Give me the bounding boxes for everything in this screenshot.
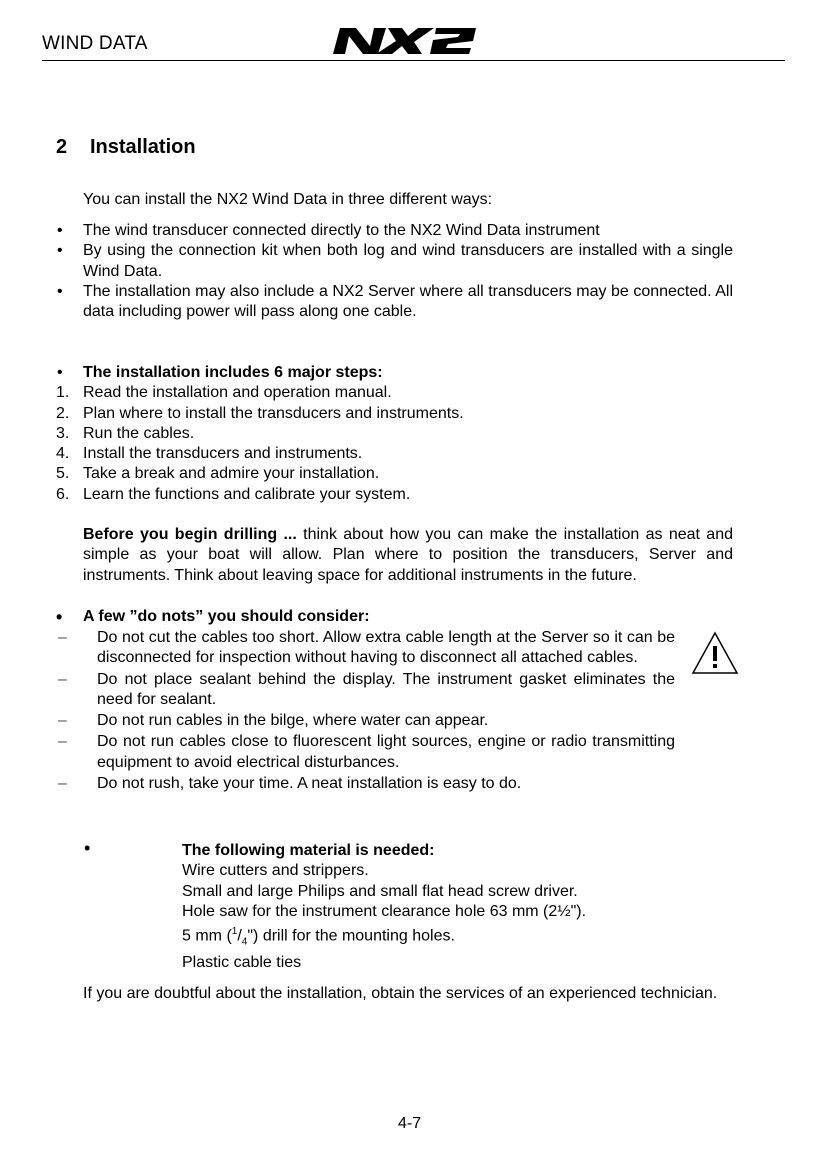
donots-heading	[56, 607, 370, 627]
drill-suffix: ") drill for the mounting holes.	[247, 927, 455, 945]
list-item-text: The installation may also include a NX2 Server where all transducers may be connected. All data including power will pass along one cable.	[83, 282, 733, 321]
fraction-denominator: 4	[241, 936, 248, 948]
step-text: Read the installation and operation manual.	[83, 384, 392, 402]
list-item	[58, 732, 675, 773]
dash-icon: –	[58, 712, 67, 730]
step-text: Install the transducers and instruments.	[83, 445, 363, 463]
install-ways-list	[57, 221, 733, 322]
bullet-icon: •	[56, 607, 63, 627]
list-item-text: Do not run cables in the bilge, where water can appear.	[97, 712, 489, 730]
closing-paragraph: If you are doubtful about the installation, obtain the services of an experienced technician.	[83, 985, 718, 1002]
section-title	[56, 136, 196, 159]
steps-heading	[57, 363, 733, 383]
drill-prefix: 5 mm (	[182, 927, 232, 945]
material-item: 5 mm $(^1/_4")$ drill for the mounting holes.	[182, 926, 455, 948]
step-item	[56, 404, 733, 424]
material-item: Small and large Philips and small flat head screw driver.	[182, 882, 578, 900]
materials-heading: The following material is needed:	[182, 842, 435, 859]
header-title: WIND DATA	[42, 33, 148, 54]
step-item	[56, 383, 733, 403]
fraction-numerator: 1	[231, 926, 238, 938]
list-item-text: Do not place sealant behind the display. The instrument gasket eliminates the need for sealant.	[97, 670, 675, 708]
step-item	[56, 485, 733, 505]
steps-heading-text: The installation includes 6 major steps:	[83, 364, 383, 381]
before-drilling-text: think about how you can make the installation as neat and simple as your boat will allow. Plan where to position the transducers, Server and instruments. Think about leaving space for additional instruments in the future.	[83, 526, 734, 584]
header-rule	[42, 60, 785, 61]
warning-triangle-icon	[690, 630, 740, 676]
dash-icon: –	[58, 733, 67, 751]
dash-icon: –	[58, 670, 67, 688]
material-item: Wire cutters and strippers.	[182, 862, 369, 880]
page-number: 4-7	[398, 1115, 422, 1132]
before-drilling-paragraph	[83, 525, 733, 586]
bullet-icon: •	[57, 242, 63, 260]
step-number: 5.	[56, 465, 70, 483]
list-item	[57, 221, 733, 241]
step-number: 6.	[56, 485, 70, 503]
list-item	[58, 628, 675, 669]
nx2-logo	[330, 22, 478, 60]
step-text: Plan where to install the transducers and instruments.	[83, 404, 464, 422]
donots-heading-text: A few ”do nots” you should consider:	[83, 608, 370, 625]
dash-icon: –	[58, 775, 67, 793]
material-item: Hole saw for the instrument clearance hole 63 mm (2½").	[182, 902, 587, 920]
section-number: 2	[56, 136, 68, 158]
list-item-text: Do not run cables close to fluorescent light sources, engine or radio transmitting equipment to avoid electrical disturbances.	[97, 733, 675, 771]
section-title-text: Installation	[90, 136, 196, 158]
list-item-text: The wind transducer connected directly to the NX2 Wind Data instrument	[83, 222, 600, 239]
list-item	[57, 282, 733, 323]
before-drilling-lead: Before you begin drilling ...	[83, 526, 297, 543]
steps-list	[56, 363, 733, 505]
step-number: 1.	[56, 384, 70, 402]
step-text: Take a break and admire your installation.	[83, 465, 380, 483]
material-item: Plastic cable ties	[182, 954, 302, 971]
step-item	[56, 444, 733, 464]
donots-list	[58, 628, 675, 794]
step-text: Learn the functions and calibrate your system.	[83, 485, 411, 503]
step-number: 2.	[56, 404, 70, 422]
dash-icon: –	[58, 629, 67, 646]
step-item	[56, 464, 733, 484]
list-item	[58, 774, 675, 794]
bullet-icon: •	[57, 364, 63, 381]
step-number: 4.	[56, 445, 70, 463]
list-item-text: Do not cut the cables too short. Allow extra cable length at the Server so it can be disconnected for inspection without having to disconnect all attached cables.	[97, 629, 675, 667]
intro-paragraph: You can install the NX2 Wind Data in three different ways:	[83, 191, 493, 208]
bullet-icon: •	[57, 282, 63, 300]
step-text: Run the cables.	[83, 424, 195, 442]
step-number: 3.	[56, 424, 70, 442]
list-item	[58, 670, 675, 711]
list-item	[58, 711, 675, 731]
step-item	[56, 424, 733, 444]
bullet-icon: •	[57, 222, 63, 239]
list-item	[57, 241, 733, 282]
materials-list	[182, 841, 586, 973]
list-item-text: By using the connection kit when both log and wind transducers are installed with a single Wind Data.	[83, 242, 733, 280]
bullet-icon: •	[84, 838, 91, 858]
list-item-text: Do not rush, take your time. A neat installation is easy to do.	[97, 775, 522, 793]
